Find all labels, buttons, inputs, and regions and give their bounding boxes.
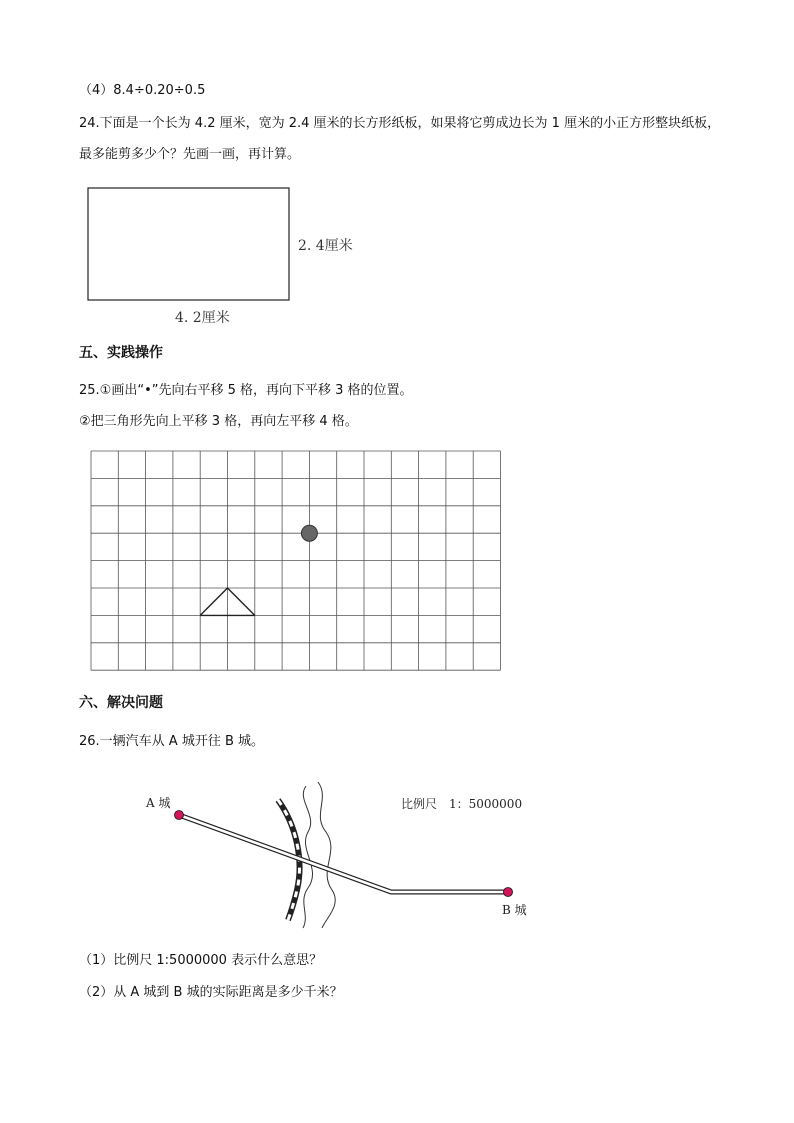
width-label: 2. 4厘米	[298, 238, 353, 254]
section5-title: 五、实践操作	[79, 345, 163, 361]
scale-label: 比例尺 1：5000000	[401, 797, 523, 811]
q26-question1: （1）比例尺 1:5000000 表示什么意思？	[79, 953, 323, 968]
city-a-dot	[175, 811, 184, 820]
q23-item4: （4）8.4÷0.20÷0.5	[79, 83, 206, 98]
road-outer	[179, 815, 508, 892]
length-label: 4. 2厘米	[175, 310, 230, 326]
city-a-label: A 城	[146, 796, 171, 810]
q26-question2: （2）从 A 城到 B 城的实际距离是多少千米？	[79, 985, 343, 1000]
q24-text: 24.下面是一个长为 4.2 厘米，宽为 2.4 厘米的长方形纸板，如果将它剪成边长为 1 厘米的小正方形整块纸板，最多能剪多少个？先画一画，再计算。	[79, 116, 721, 162]
q25-line1: 25.①画出“•”先向右平移 5 格，再向下平移 3 格的位置。	[79, 383, 413, 398]
city-b-label: B 城	[502, 903, 527, 917]
section6-title: 六、解决问题	[79, 695, 163, 711]
city-b-dot	[504, 888, 513, 897]
river-line-right	[318, 782, 335, 928]
road-inner	[179, 815, 508, 892]
q26-text: 26.一辆汽车从 A 城开往 B 城。	[79, 734, 265, 749]
river-line-left	[303, 786, 313, 928]
q25-line2: ②把三角形先向上平移 3 格，再向左平移 4 格。	[79, 414, 358, 429]
